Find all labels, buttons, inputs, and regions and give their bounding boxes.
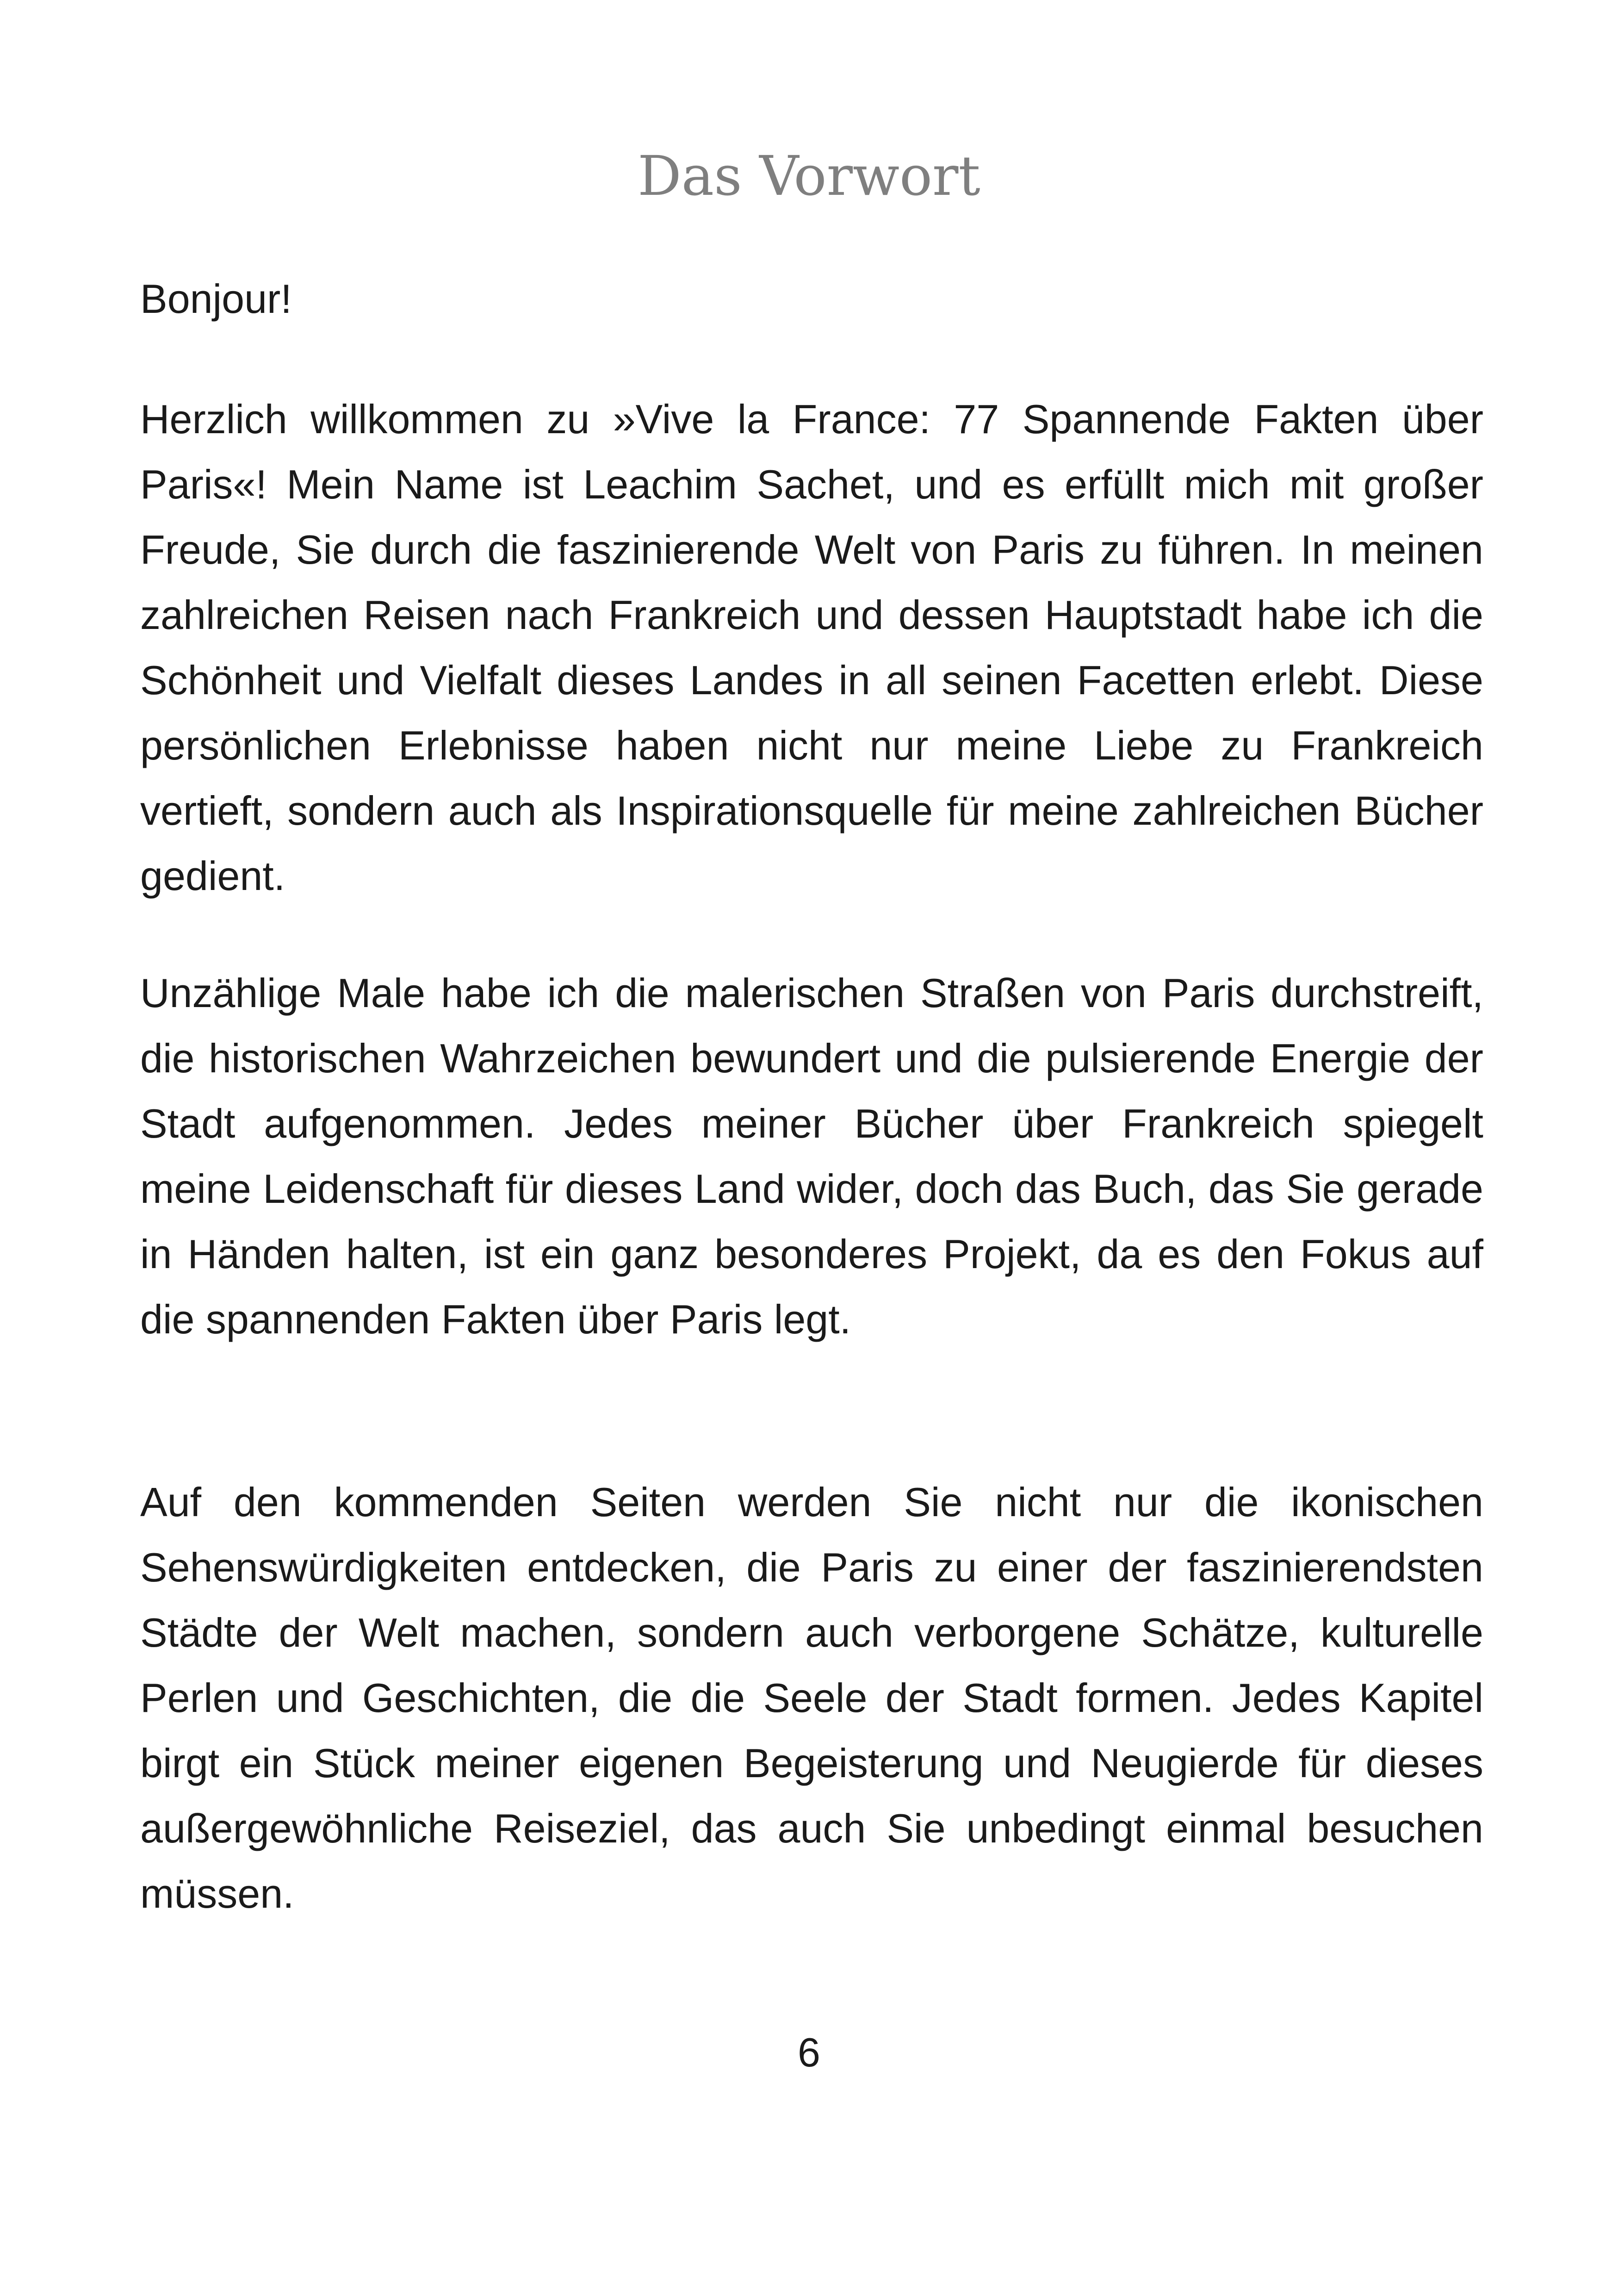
greeting-text: Bonjour!	[140, 276, 292, 322]
page-title: Das Vorwort	[638, 144, 980, 208]
paragraph-2: Unzählige Male habe ich die malerischen Straßen von Paris durchstreift, die historischen Wahrzeichen bewundert und die pulsierende Energie der Stadt aufgenommen. Jedes meiner Bücher über Frankreich spiegelt meine Leidenschaft für dieses Land wider, doch das Buch, das Sie gerade in Händen halten, ist ein ganz besonderes Projekt, da es den Fokus auf die spannenden Fakten über Paris legt.	[140, 970, 1483, 1342]
paragraph-3: Auf den kommenden Seiten werden Sie nicht nur die ikonischen Sehenswürdigkeiten entdecken, die Paris zu einer der faszinierendsten Städte der Welt machen, sondern auch verborgene Schätze, kulturelle Perlen und Geschichten, die die Seele der Stadt formen. Jedes Kapitel birgt ein Stück meiner eigenen Begeisterung und Neugierde für dieses außergewöhnliche Reiseziel, das auch Sie unbedingt einmal besuchen müssen.	[140, 1479, 1483, 1916]
paragraph-1: Herzlich willkommen zu »Vive la France: 77 Spannende Fakten über Paris«! Mein Name ist Leachim Sachet, und es erfüllt mich mit großer Freude, Sie durch die faszinierende Welt von Paris zu führen. In meinen zahlreichen Reisen nach Frankreich und dessen Hauptstadt habe ich die Schönheit und Vielfalt dieses Landes in all seinen Facetten erlebt. Diese persönlichen Erlebnisse haben nicht nur meine Liebe zu Frankreich vertieft, sondern auch als Inspirationsquelle für meine zahlreichen Bücher gedient.	[140, 396, 1483, 899]
page-number: 6	[798, 2029, 820, 2075]
